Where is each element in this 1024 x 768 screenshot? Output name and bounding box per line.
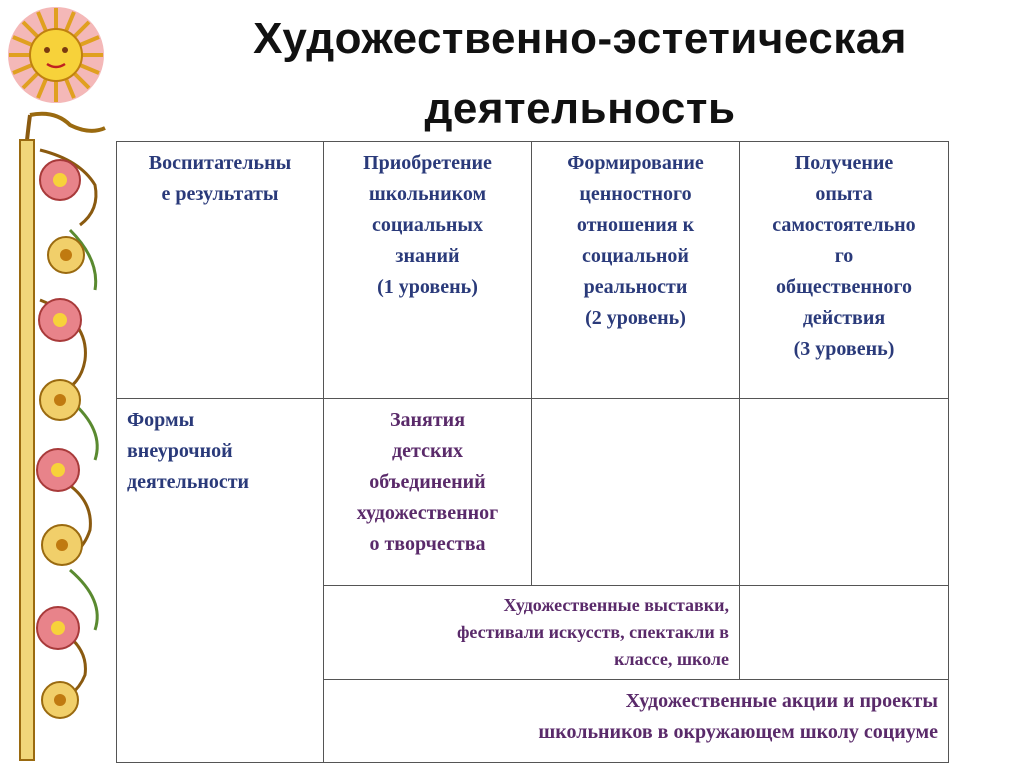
levels-table bbox=[116, 141, 949, 763]
empty-cell bbox=[740, 586, 949, 680]
flower-icon bbox=[37, 160, 84, 718]
empty-cell bbox=[740, 399, 949, 586]
title-line-2: деятельность bbox=[424, 84, 736, 133]
empty-cell bbox=[532, 399, 740, 586]
forms-label-cell: Формы внеурочной деятельности bbox=[117, 399, 324, 763]
vine-border bbox=[20, 114, 105, 760]
level-2-cell: Формирование ценностного отношения к социальной реальности (2 уровень) bbox=[532, 142, 740, 399]
form-3-cell: Художественные акции и проекты школьников в окружающем школу социуме bbox=[324, 680, 949, 763]
page-title bbox=[150, 4, 1010, 144]
level-1-cell: Приобретение школьником социальных знаний (1 уровень) bbox=[324, 142, 532, 399]
title-line-1: Художественно-эстетическая bbox=[253, 14, 907, 63]
results-label-cell: Воспитательны е результаты bbox=[117, 142, 324, 399]
table-row bbox=[117, 142, 949, 399]
table-row bbox=[117, 399, 949, 586]
decorative-ornament bbox=[0, 0, 120, 768]
form-2-cell: Художественные выставки, фестивали искусств, спектакли в классе, школе bbox=[324, 586, 740, 680]
sun-icon bbox=[8, 7, 104, 103]
form-1-cell: Занятия детских объединений художественног о творчества bbox=[324, 399, 532, 586]
level-3-cell: Получение опыта самостоятельно го общественного действия (3 уровень) bbox=[740, 142, 949, 399]
